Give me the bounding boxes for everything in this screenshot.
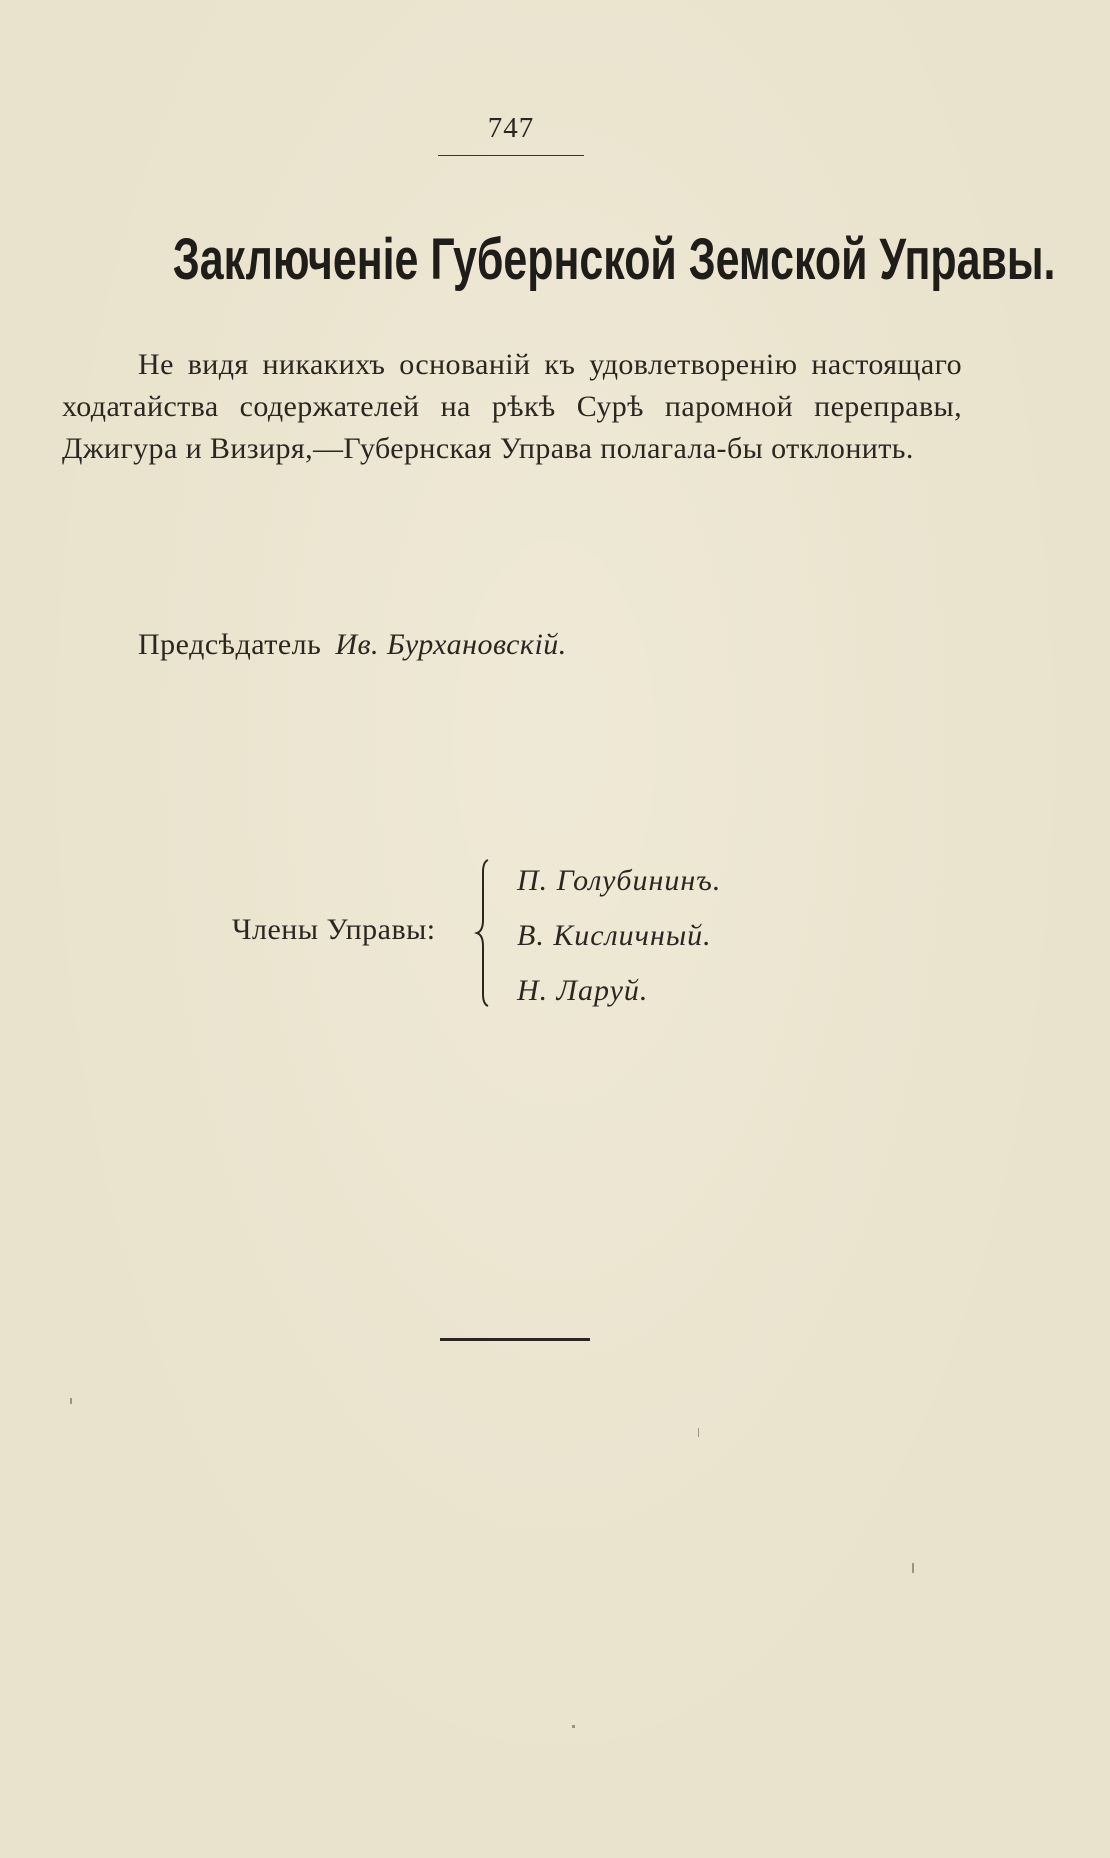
chairman-name: Ив. Бурхановскій. (335, 628, 567, 661)
body-paragraph: Не видя никакихъ основаній къ удовлетворенію настоящаго ходатайства содержателей на рѣкѣ Сурѣ паромной переправы, Джигура и Визиря,—Губернская Управа полагала-бы отклонить. (62, 348, 962, 465)
member-name: Н. Ларуй. (517, 974, 649, 1007)
members-list (517, 853, 721, 1018)
page-number-rule (438, 155, 584, 156)
paper-speck (698, 1428, 699, 1437)
member-name: П. Голубининъ. (517, 864, 722, 897)
paper-speck (70, 1398, 72, 1404)
curly-brace-icon (474, 858, 494, 1008)
member-name: В. Кисличный. (517, 919, 712, 952)
paper-speck (912, 1563, 914, 1573)
section-title: Заключеніе Губернской Земской Управы. (172, 227, 1056, 292)
page-number: 747 (487, 112, 535, 144)
members-label: Члены Управы: (232, 913, 436, 946)
chairman-label: Предсѣдатель (138, 628, 322, 661)
paper-speck (572, 1725, 575, 1728)
chairman-signature (138, 628, 567, 662)
end-rule (440, 1338, 590, 1341)
